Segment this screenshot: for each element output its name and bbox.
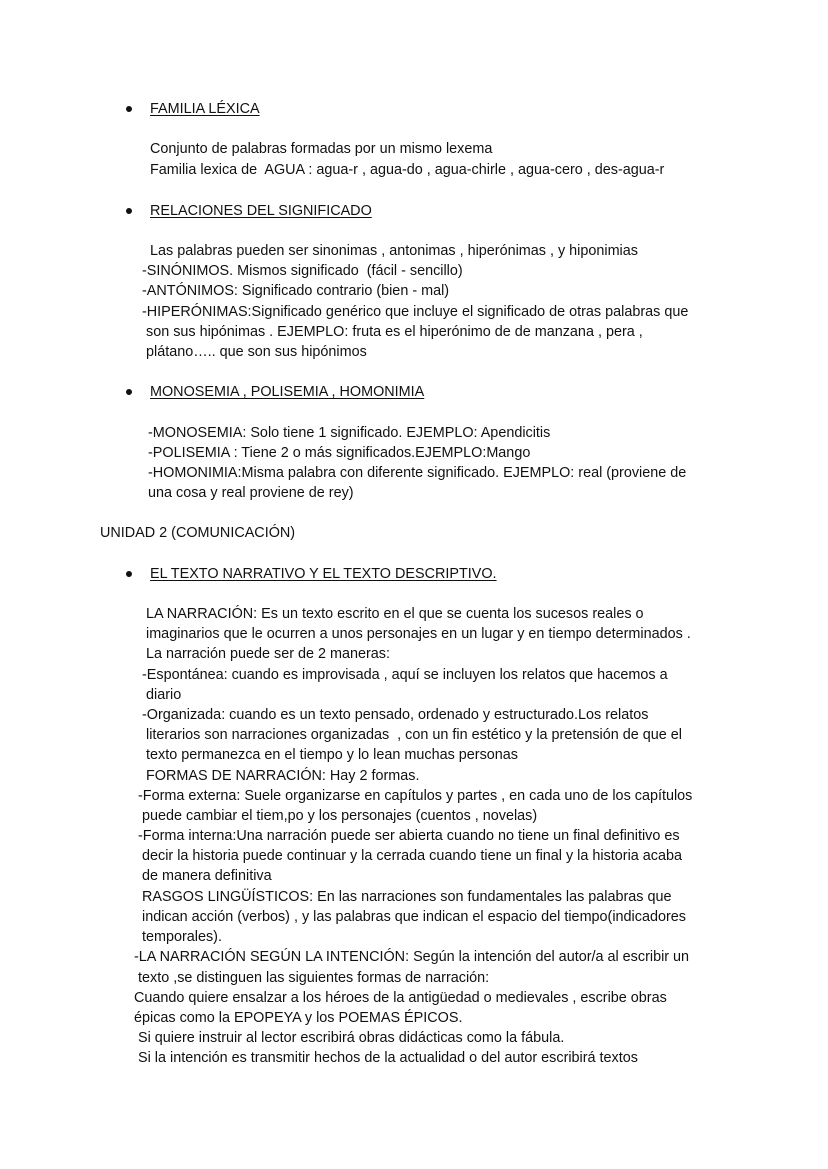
text-line: -SINÓNIMOS. Mismos significado (fácil - sencillo) [142,263,463,279]
text-line: Las palabras pueden ser sinonimas , antonimas , hiperónimas , y hiponimias [150,243,638,259]
text-line: texto permanezca en el tiempo y lo lean muchas personas [146,747,518,763]
text-line: -MONOSEMIA: Solo tiene 1 significado. EJEMPLO: Apendicitis [148,425,551,441]
text-line: indican acción (verbos) , y las palabras que indican el espacio del tiempo(indicadores [142,909,686,925]
heading-relaciones-significado: RELACIONES DEL SIGNIFICADO [150,203,372,219]
text-line: Familia lexica de AGUA : agua-r , agua-do , agua-chirle , agua-cero , des-agua-r [150,162,665,178]
text-line: puede cambiar el tiem,po y los personajes (cuentos , novelas) [142,808,538,824]
text-line: texto ,se distinguen las siguientes formas de narración: [138,970,490,986]
text-line: -Forma interna:Una narración puede ser abierta cuando no tiene un final definitivo es [138,828,680,844]
text-line: -Organizada: cuando es un texto pensado, ordenado y estructurado.Los relatos [142,707,649,723]
text-line: imaginarios que le ocurren a unos personajes en un lugar y en tiempo determinados . [146,626,691,642]
text-line: decir la historia puede continuar y la cerrada cuando tiene un final y la historia acaba [142,848,682,864]
text-line: -HIPERÓNIMAS:Significado genérico que incluye el significado de otras palabras que [142,304,689,320]
text-line: Conjunto de palabras formadas por un mismo lexema [150,141,493,157]
unit-title: UNIDAD 2 (COMUNICACIÓN) [100,525,296,541]
text-line: plátano….. que son sus hipónimos [146,344,367,360]
text-line: -POLISEMIA : Tiene 2 o más significados.EJEMPLO:Mango [148,445,531,461]
text-line: literarios son narraciones organizadas , con un fin estético y la pretensión de que el [146,727,682,743]
text-line: -LA NARRACIÓN SEGÚN LA INTENCIÓN: Según la intención del autor/a al escribir un [134,949,690,965]
text-line: son sus hipónimas . EJEMPLO: fruta es el hiperónimo de de manzana , pera , [146,324,643,340]
bullet-icon [126,571,132,577]
bullet-icon [126,106,132,112]
text-line: una cosa y real proviene de rey) [148,485,354,501]
text-line: Si la intención es transmitir hechos de la actualidad o del autor escribirá textos [138,1050,638,1066]
text-line: diario [146,687,182,703]
heading-texto-narrativo: EL TEXTO NARRATIVO Y EL TEXTO DESCRIPTIVO. [150,566,497,582]
text-line: Cuando quiere ensalzar a los héroes de la antigüedad o medievales , escribe obras [134,990,667,1006]
bullet-icon [126,208,132,214]
text-line: RASGOS LINGÜÍSTICOS: En las narraciones son fundamentales las palabras que [142,889,672,905]
text-line: -Forma externa: Suele organizarse en capítulos y partes , en cada uno de los capítulos [138,788,693,804]
bullet-icon [126,389,132,395]
text-line: LA NARRACIÓN: Es un texto escrito en el que se cuenta los sucesos reales o [146,606,644,622]
text-line: Si quiere instruir al lector escribirá obras didácticas como la fábula. [138,1030,565,1046]
text-line: épicas como la EPOPEYA y los POEMAS ÉPICOS. [134,1010,463,1026]
text-line: de manera definitiva [142,868,272,884]
text-line: temporales). [142,929,222,945]
text-line: -HOMONIMIA:Misma palabra con diferente significado. EJEMPLO: real (proviene de [148,465,687,481]
text-line: -ANTÓNIMOS: Significado contrario (bien - mal) [142,283,450,299]
text-line: FORMAS DE NARRACIÓN: Hay 2 formas. [146,768,420,784]
heading-monosemia-polisemia-homonimia: MONOSEMIA , POLISEMIA , HOMONIMIA [150,384,425,400]
text-line: -Espontánea: cuando es improvisada , aquí se incluyen los relatos que hacemos a [142,667,668,683]
text-line: La narración puede ser de 2 maneras: [146,646,390,662]
heading-familia-lexica: FAMILIA LÉXICA [150,101,260,117]
